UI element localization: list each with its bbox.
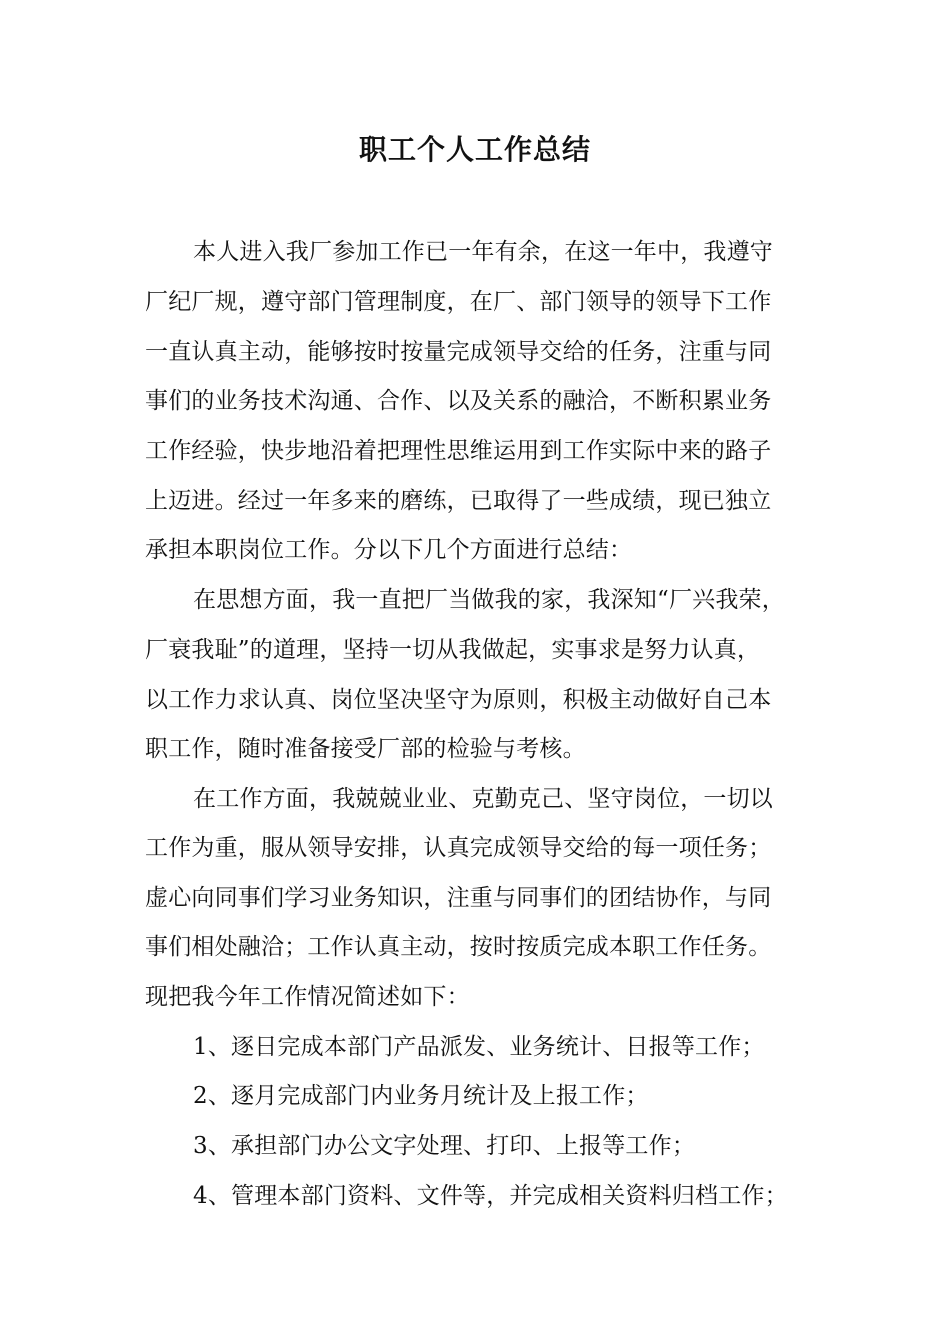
list-item: 3、承担部门办公文字处理、打印、上报等工作； [193,1133,696,1159]
body-line: 职工作，随时准备接受厂部的检验与考核。 [145,736,586,762]
body-line: 厂纪厂规，遵守部门管理制度，在厂、部门领导的领导下工作 [145,289,772,315]
body-line: 厂衰我耻”的道理，坚持一切从我做起，实事求是努力认真， [145,637,761,663]
list-item: 1、逐日完成本部门产品派发、业务统计、日报等工作； [193,1034,765,1060]
body-line: 本人进入我厂参加工作已一年有余，在这一年中，我遵守 [193,239,773,265]
body-line: 现把我今年工作情况简述如下： [145,984,470,1010]
body-line: 在思想方面，我一直把厂当做我的家，我深知“厂兴我荣， [193,587,785,613]
document-title: 职工个人工作总结 [358,133,591,166]
body-line: 虚心向同事们学习业务知识，注重与同事们的团结协作，与同 [145,885,772,911]
body-line: 事们的业务技术沟通、合作、以及关系的融洽，不断积累业务 [145,388,772,414]
body-line: 一直认真主动，能够按时按量完成领导交给的任务，注重与同 [145,339,772,365]
body-line: 工作经验，快步地沿着把理性思维运用到工作实际中来的路子 [145,438,772,464]
body-line: 在工作方面，我兢兢业业、克勤克己、坚守岗位，一切以 [193,786,773,812]
body-line: 工作为重，服从领导安排，认真完成领导交给的每一项任务； [145,835,772,861]
list-item: 4、管理本部门资料、文件等，并完成相关资料归档工作； [193,1183,788,1209]
body-line: 承担本职岗位工作。分以下几个方面进行总结： [145,537,633,563]
body-line: 事们相处融洽；工作认真主动，按时按质完成本职工作任务。 [145,934,772,960]
body-line: 以工作力求认真、岗位坚决坚守为原则，积极主动做好自己本 [145,687,772,713]
body-line: 上迈进。经过一年多来的磨练，已取得了一些成绩，现已独立 [145,488,772,514]
list-item: 2、逐月完成部门内业务月统计及上报工作； [193,1083,649,1109]
